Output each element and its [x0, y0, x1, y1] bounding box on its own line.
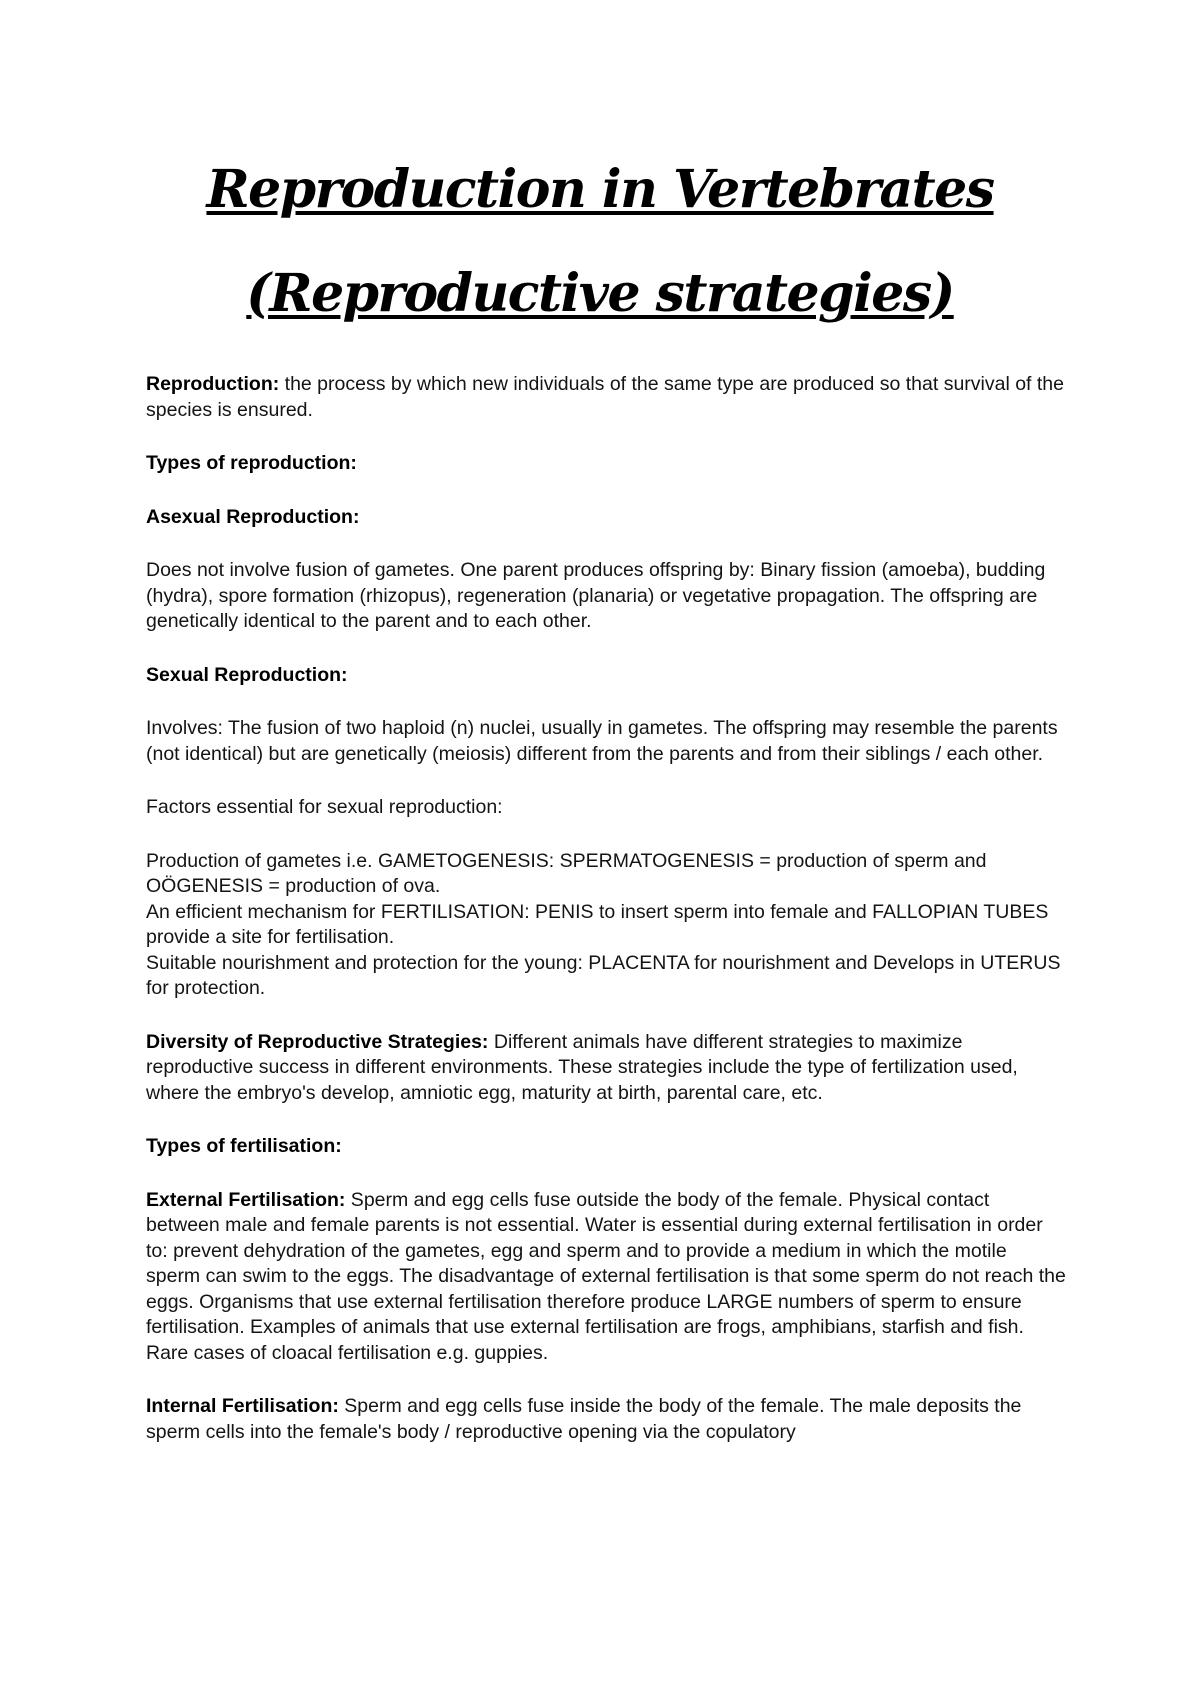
factor-item-gametes: Production of gametes i.e. GAMETOGENESIS: SPERMATOGENESIS = production of sperm and OÖGENESIS = production of ova. [146, 849, 987, 897]
factor-item-fertilisation: An efficient mechanism for FERTILISATION: PENIS to insert sperm into female and FALLOPIAN TUBES provide a site for fertilisation. [146, 900, 1049, 948]
reproduction-label: Reproduction: [146, 373, 280, 395]
external-fertilisation-paragraph [146, 1188, 1066, 1367]
types-of-reproduction-heading: Types of reproduction: [146, 452, 357, 474]
diversity-label: Diversity of Reproductive Strategies: [146, 1030, 489, 1053]
reproduction-text: the process by which new individuals of the same type are produced so that survival of the species is ensured. [146, 373, 1064, 421]
sexual-text: Involves: The fusion of two haploid (n) nuclei, usually in gametes. The offspring may resemble the parents (not identical) but are genetically (meiosis) different from the parents and from their siblings / each other. [146, 717, 1058, 765]
document-body [146, 372, 1066, 1473]
factor-item-nourishment: Suitable nourishment and protection for the young: PLACENTA for nourishment and Develops in UTERUS for protection. [146, 951, 1061, 999]
types-of-fertilisation-heading: Types of fertilisation: [146, 1135, 342, 1157]
diversity-text: Different animals have different strategies to maximize reproductive success in different environments. These strategies include the type of fertilization used, where the embryo's develop, amniotic egg, maturity at birth, parental care, etc. [146, 1030, 1018, 1104]
title-line-1: Reproduction in Vertebrates [206, 159, 994, 220]
external-text: Sperm and egg cells fuse outside the body of the female. Physical contact between male and female parents is not essential. Water is essential during external fertilisation in order to: prevent dehydration of the gametes, egg and sperm and to provide a medium in which the motile sperm can swim to the eggs. The disadvantage of external fertilisation is that some sperm do not reach the eggs. Organisms that use external fertilisation therefore produce LARGE numbers of sperm to ensure fertilisation. Examples of animals that use external fertilisation are frogs, amphibians, starfish and fish. Rare cases of cloacal fertilisation e.g. guppies. [146, 1188, 1066, 1364]
factors-intro: Factors essential for sexual reproduction: [146, 796, 503, 818]
sexual-heading: Sexual Reproduction: [146, 663, 348, 686]
external-label: External Fertilisation: [146, 1188, 346, 1211]
diversity-paragraph [146, 1030, 1066, 1107]
internal-label: Internal Fertilisation: [146, 1395, 339, 1417]
internal-text: Sperm and egg cells fuse inside the body of the female. The male deposits the sperm cells into the female's body / reproductive opening via the copulatory [146, 1395, 1022, 1443]
asexual-heading: Asexual Reproduction: [146, 505, 360, 528]
title-line-2: (Reproductive strategies) [246, 263, 954, 324]
internal-fertilisation-paragraph [146, 1394, 1066, 1445]
reproduction-definition [146, 372, 1066, 423]
asexual-text: Does not involve fusion of gametes. One parent produces offspring by: Binary fission (amoeba), budding (hydra), spore formation (rhizopus), regeneration (planaria) or vegetative propagation. The offspring are genetically identical to the parent and to each other. [146, 559, 1046, 632]
